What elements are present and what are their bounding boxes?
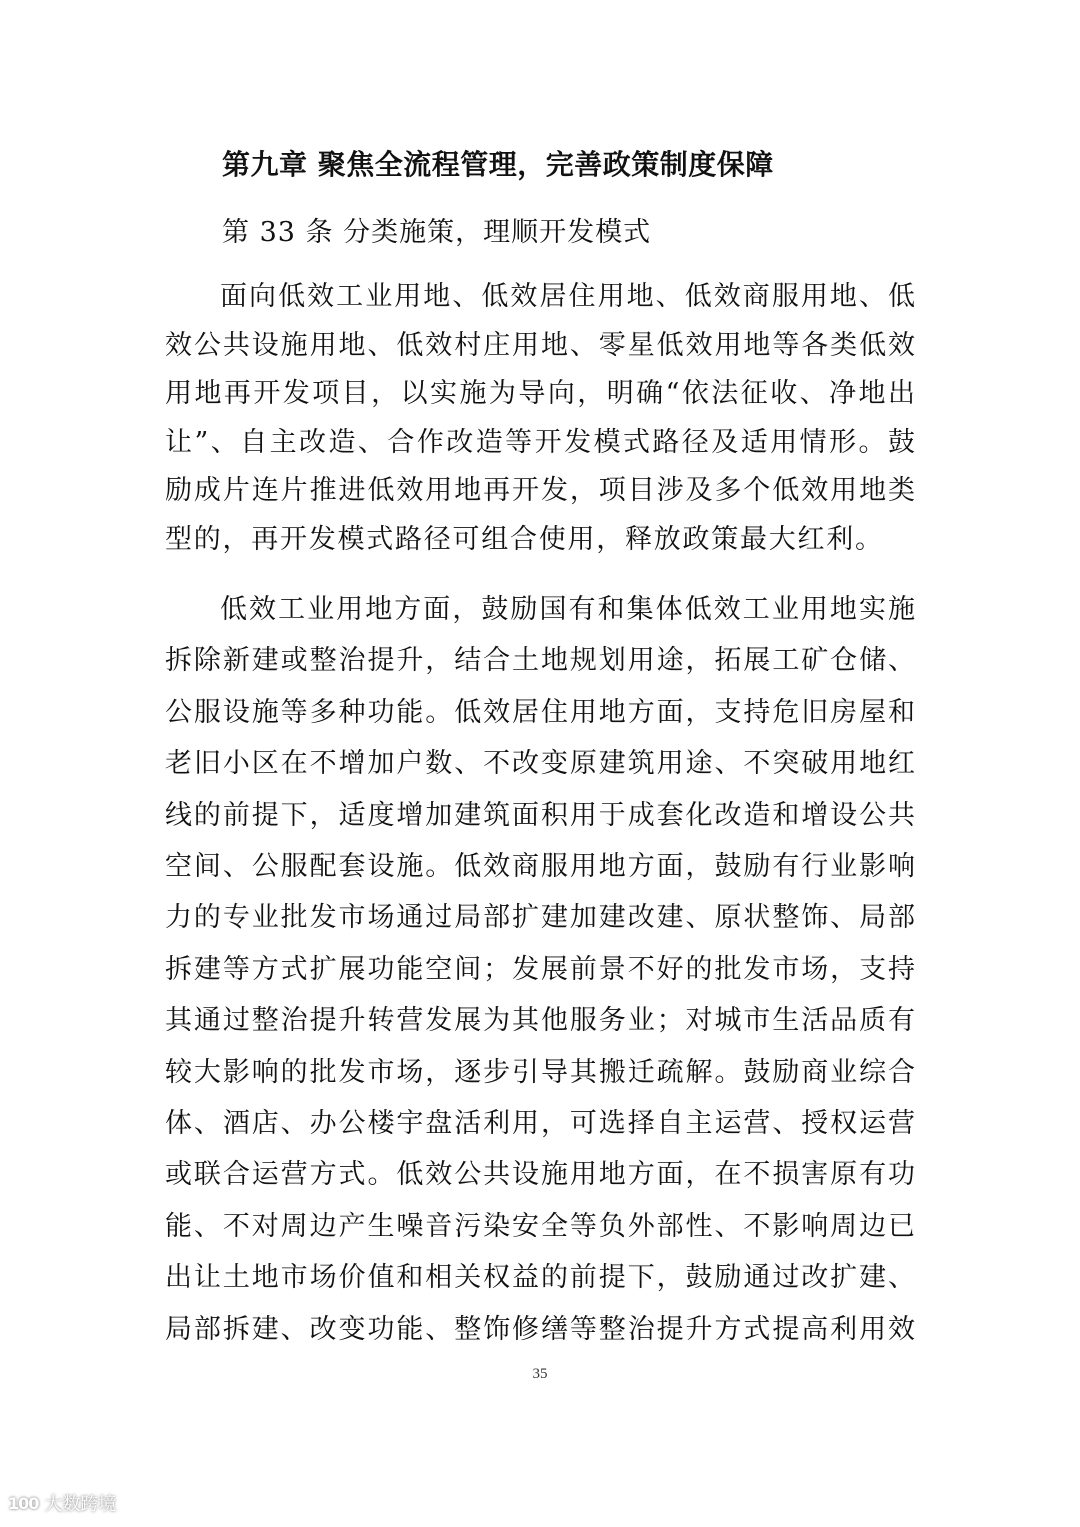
- text-line: 其通过整治提升转营发展为其他服务业；对城市生活品质有: [165, 1005, 915, 1037]
- text-line: 低效工业用地方面，鼓励国有和集体低效工业用地实施: [220, 594, 915, 625]
- text-line: 让”、自主改造、合作改造等开发模式路径及适用情形。鼓: [165, 426, 915, 458]
- text-line: 能、不对周边产生噪音污染安全等负外部性、不影响周边已: [165, 1210, 915, 1242]
- text-line: 老旧小区在不增加户数、不改变原建筑用途、不突破用地红: [165, 748, 915, 780]
- watermark-logo-icon: 100: [8, 1493, 39, 1513]
- text-line: 拆建等方式扩展功能空间；发展前景不好的批发市场，支持: [165, 953, 915, 985]
- text-line: 出让土地市场价值和相关权益的前提下，鼓励通过改扩建、: [165, 1262, 915, 1294]
- text-line: 公服设施等多种功能。低效居住用地方面，支持危旧房屋和: [165, 696, 915, 728]
- text-line: 线的前提下，适度增加建筑面积用于成套化改造和增设公共: [165, 799, 915, 831]
- text-line: 拆除新建或整治提升，结合土地规划用途，拓展工矿仓储、: [165, 645, 915, 677]
- text-line: 体、酒店、办公楼宇盘活利用，可选择自主运营、授权运营: [165, 1108, 915, 1139]
- text-line: 较大影响的批发市场，逐步引导其搬迁疏解。鼓励商业综合: [165, 1056, 915, 1088]
- text-line: 励成片连片推进低效用地再开发，项目涉及多个低效用地类: [165, 475, 915, 507]
- text-line: 空间、公服配套设施。低效商服用地方面，鼓励有行业影响: [165, 851, 915, 882]
- watermark: [8, 1490, 116, 1516]
- text-line: 力的专业批发市场通过局部扩建加建改建、原状整饰、局部: [165, 902, 915, 934]
- text-line: 型的，再开发模式路径可组合使用，释放政策最大红利。: [165, 524, 884, 555]
- text-line: 局部拆建、改变功能、整饰修缮等整治提升方式提高利用效: [165, 1313, 915, 1345]
- chapter-title: 第九章 聚焦全流程管理，完善政策制度保障: [222, 148, 774, 181]
- article-heading: 第 33 条 分类施策，理顺开发模式: [222, 217, 652, 248]
- text-line: 或联合运营方式。低效公共设施用地方面，在不损害原有功: [165, 1159, 915, 1191]
- text-line: 用地再开发项目，以实施为导向，明确“依法征收、净地出: [165, 378, 915, 410]
- watermark-text: 大数跨境: [44, 1494, 117, 1515]
- text-line: 面向低效工业用地、低效居住用地、低效商服用地、低: [220, 281, 915, 312]
- page-number: 35: [532, 1366, 548, 1382]
- text-line: 效公共设施用地、低效村庄用地、零星低效用地等各类低效: [165, 329, 915, 361]
